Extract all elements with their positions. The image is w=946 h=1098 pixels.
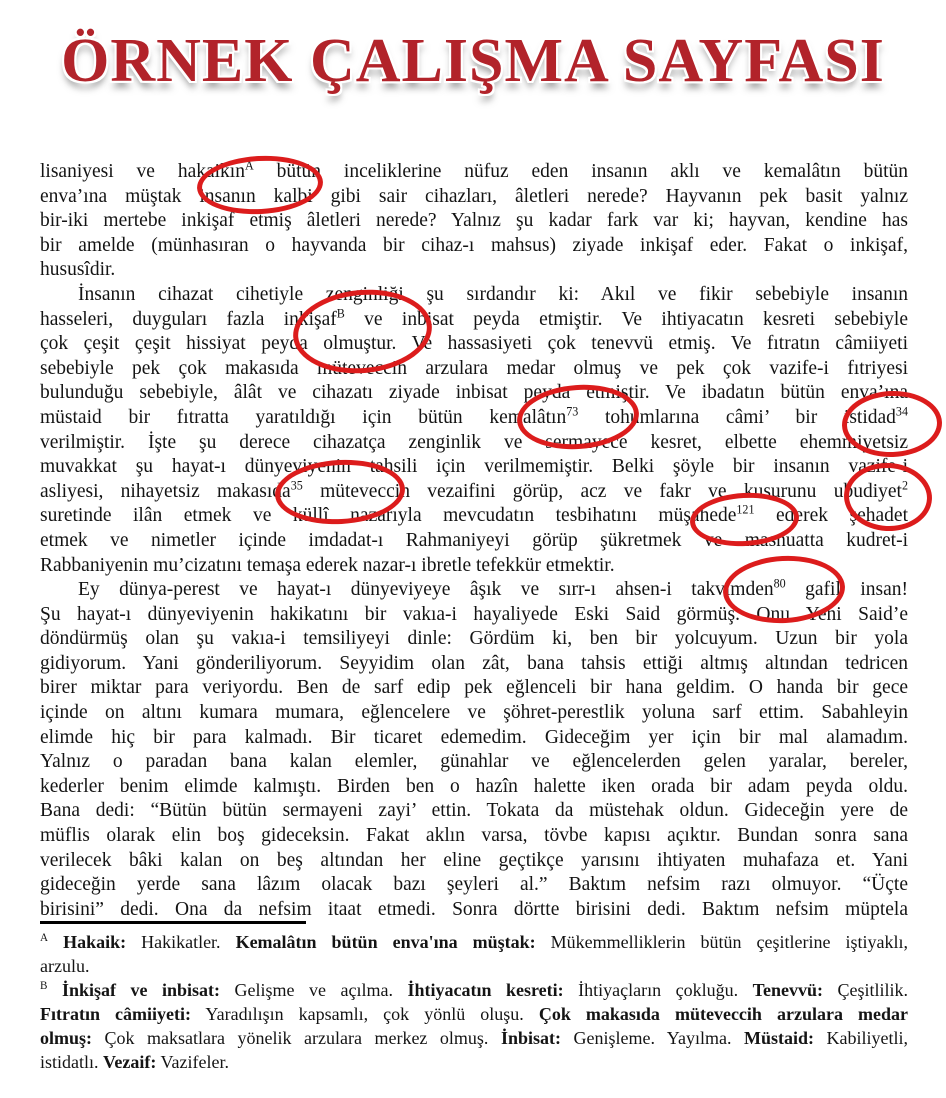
text-line: birisini” dedi. Ona da nefsim itaat etmedi. Sonra dörtte birisini dedi. Baktım nefsim müptela xyxy=(40,898,908,920)
text-line: gideceğin yerde sana lâzım olacak bazı şeyleri al.” Baktım nefsim razı olmuyor. “Üçte xyxy=(40,874,908,896)
text-line: elimde hiç bir para kalmadı. Bir ticaret edemedim. Gideceğim yer için bir mal alamadım. xyxy=(40,726,908,748)
text-line: kederler benim elimde kalmıştı. Birden ben o hazîn halette iken orada bir adam peyda oldu. xyxy=(40,775,908,797)
text-line: içinde on altını kumara mumara, eğlencelere ve şöhret-perestlik yoluna sarf ettim. Sabahleyin xyxy=(40,702,908,724)
page-title: ÖRNEK ÇALIŞMA SAYFASI xyxy=(61,27,885,95)
footnote-separator xyxy=(40,921,306,924)
page-header xyxy=(0,26,946,97)
paragraph xyxy=(40,283,908,578)
text-line: Fıtratın câmiiyeti: Yaradılışın kapsamlı, çok yönlü oluşu. Çok makasıda müteveccih arzulara medar xyxy=(40,1004,908,1024)
text-line: olmuş: Çok maksatlara yönelik arzulara merkez olmuş. İnbisat: Genişleme. Yayılma. Müstaid: Kabiliyetli, xyxy=(40,1028,908,1048)
text-line: lisaniyesi ve hakaikın$^A$ bütün inceliklerine nüfuz eden insanın aklı ve kemalâtın bütün xyxy=(40,160,908,182)
text-line: $^B$ İnkişaf ve inbisat: Gelişme ve açılma. İhtiyacatın kesreti: İhtiyaçların çokluğu. Tenevvü: Çeşitlilik. xyxy=(40,980,908,1000)
paragraph xyxy=(40,160,908,283)
text-line: döndürmüş olan şu vakıa-i temsiliyeyi dinle: Gördüm ki, ben bir yolcuyum. Uzun bir yola xyxy=(40,628,908,650)
text-line: Şu hayat-ı dünyeviyenin hakikatını bir vakıa-i hayaliyede Eski Said görmüş. Onu Yeni Said’e xyxy=(40,603,908,625)
text-line: arzulu. xyxy=(40,956,90,976)
text-line: muvakkat şu hayat-ı dünyeviyenin tahsili için verilmemiştir. Belki şöyle bir insanın vazife-i xyxy=(40,456,908,478)
text-line: çok çeşit çeşit hissiyat peyda olmuştur. Ve hassasiyeti çok tenevvü etmiş. Ve fıtratın câmiiyeti xyxy=(40,333,908,355)
text-line: hasseleri, duyguları fazla inkişaf$^B$ ve inbisat peyda etmiştir. Ve ihtiyacatın kesreti sebebiyle xyxy=(40,307,908,330)
text-line: müflis olarak elin boş gideceksin. Fakat aklın varsa, tövbe kapısı açıktır. Bundan sonra sana xyxy=(40,825,908,847)
text-line: etmek ve nimetler içinde imdadat-ı Rahmaniyeyi görüp şükretmek ve masnuatta kudret-i xyxy=(40,529,908,551)
text-line: enva’ına müştak insanın kalbi gibi sair cihazları, âletleri nerede? Hayvanın pek basit yalnız xyxy=(40,185,908,207)
text-line: İnsanın cihazat cihetiyle zenginliği şu sırdandır ki: Akıl ve fikir sebebiyle insanın xyxy=(78,283,908,305)
text-line: hususîdir. xyxy=(40,259,116,281)
text-line: suretinde ilân etmek ve küllî nazarıyla mevcudatın tesbihatını müşahede$^{121}$ ederek şehadet xyxy=(40,504,908,527)
text-line: asliyesi, nihayetsiz makasıda$^{35}$ müteveccih vezaifini görüp, acz ve fakr ve kusurunu ubudiyet$^2$ xyxy=(40,479,908,502)
text-line: birer miktar para veriyordu. Ben de sarf edip pek eğlenceli bir hana geldim. O handa bir gece xyxy=(40,677,908,699)
text-line: bir-iki mertebe inkişaf etmiş âletleri nerede? Yalnız şu kadar fark var ki; hayvan, kendine has xyxy=(40,210,908,232)
footnotes-text xyxy=(40,930,908,1074)
text-line: istidatlı. Vezaif: Vazifeler. xyxy=(40,1052,229,1072)
text-line: bir amelde (münhasıran o hayvanda bir cihaz-ı mahsus) ziyade inkişaf eder. Fakat o inkişaf, xyxy=(40,234,908,256)
text-line: sebebiyle pek çok makasıda müteveccih arzulara medar olmuş ve pek çok vazife-i fıtriyesi xyxy=(40,357,908,379)
paragraph xyxy=(40,930,908,978)
paragraph xyxy=(40,578,908,922)
text-line: Bana dedi: “Bütün bütün sermayeni zayi’ ettin. Tokata da müstehak oldun. Gideceğin yere de xyxy=(40,800,908,822)
text-line: Yalnız o paradan bana kalan elemler, günahlar ve eğlencelerden gelen yaralar, bereler, xyxy=(40,751,908,773)
text-line: Ey dünya-perest ve hayat-ı dünyeviyeye âşık ve sırr-ı ahsen-i takvimden$^{80}$ gafil insan! xyxy=(78,578,908,601)
text-line: $^A$ Hakaik: Hakikatler. Kemalâtın bütün enva'ına müştak: Mükemmelliklerin bütün çeşitlerine iştiyaklı, xyxy=(40,932,908,952)
text-line: Rabbaniyenin mu’cizatını temaşa ederek nazar-ı ibretle tefekkür etmektir. xyxy=(40,554,615,576)
text-line: verilmiştir. İşte şu derece cihazatça zenginlik ve sermayece kesret, elbette ehemmiyetsiz xyxy=(40,431,908,453)
paragraph xyxy=(40,978,908,1074)
text-line: gidiyorum. Yani gönderiliyorum. Seyyidim olan zât, bana tahsis ettiği altmış altından tedricen xyxy=(40,652,908,674)
text-line: bulunduğu sebebiyle, âlât ve cihazatı ziyade inbisat peyda etmiştir. Ve ibadatın bütün enva’ına xyxy=(40,382,908,404)
text-line: müstaid bir fıtratta yaratıldığı için bütün kemalâtın$^{73}$ tohumlarına câmi’ bir istidad$^{34}$ xyxy=(40,405,908,428)
body-text xyxy=(40,160,908,922)
text-line: verilecek bâki kalan on beş altından her eline geçtikçe yarısını ihtiyaten muhafaza et. Yani xyxy=(40,849,908,871)
